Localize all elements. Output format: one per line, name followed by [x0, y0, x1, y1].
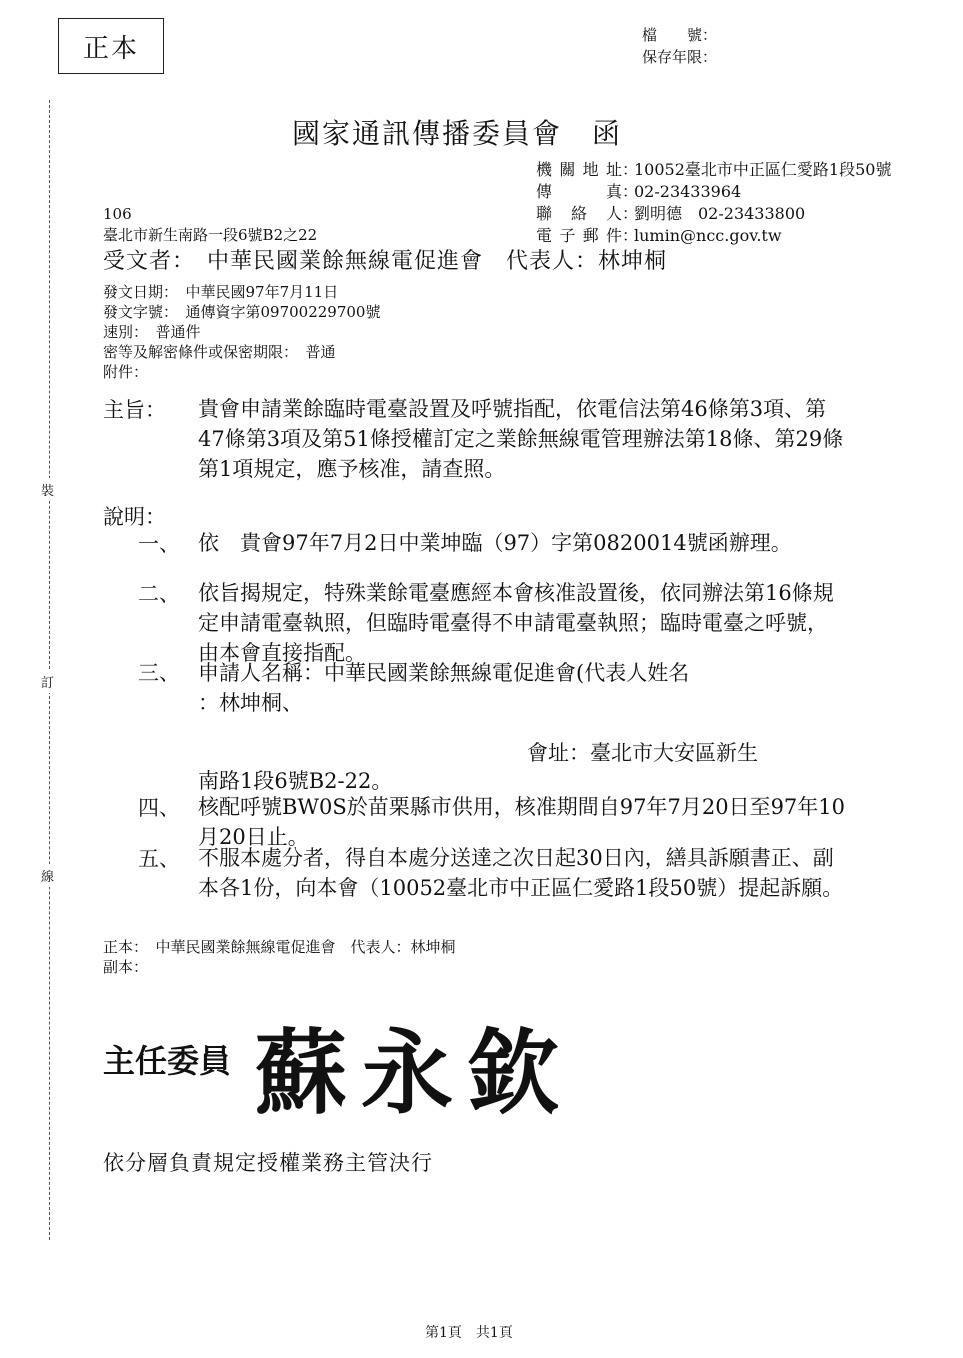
- agency-email-value: lumin@ncc.gov.tw: [634, 226, 782, 245]
- retention-period: 保存年限：: [642, 48, 718, 66]
- file-meta: [642, 24, 717, 68]
- agency-contact-block: [536, 159, 891, 247]
- subject-text: 貴會申請業餘臨時電臺設置及呼號指配，依電信法第46條第3項、第47條第3項及第51條授權訂定之業餘無線電管理辦法第18條、第29條第1項規定，應予核准，請查照。: [198, 397, 844, 481]
- agency-contact-row: [536, 203, 891, 225]
- document-title: 國家通訊傳播委員會 函: [292, 117, 623, 150]
- item-1-number: 一、: [138, 532, 180, 556]
- archive-number: 檔 號：: [642, 26, 718, 44]
- item-3-number: 三、: [138, 661, 180, 685]
- item-1-text: 依 貴會97年7月2日中業坤臨（97）字第0820014號函辦理。: [198, 531, 792, 555]
- item-3-line-3: 會址：臺北市大安區新生: [527, 741, 758, 765]
- dispatch-meta: [103, 282, 380, 382]
- item-3-line-1: 申請人名稱：中華民國業餘無線電促進會(代表人姓名: [198, 661, 690, 685]
- item-4-number: 四、: [138, 796, 180, 820]
- dispatch-number: 發文字號： 通傳資字第09700229700號: [103, 303, 381, 321]
- delivery-speed: 速別： 普通件: [103, 323, 201, 341]
- agency-fax-value: 02-23433964: [634, 182, 742, 201]
- separator: ：: [622, 204, 639, 223]
- recipient-line: 受文者： 中華民國業餘無線電促進會 代表人：林坤桐: [103, 249, 668, 274]
- copies-block: [103, 937, 456, 977]
- agency-address-row: [536, 159, 891, 181]
- item-2-text: 依旨揭規定，特殊業餘電臺應經本會核准設置後，依同辦法第16條規定申請電臺執照，但臨時電臺得不申請電臺執照；臨時電臺之呼號，由本會直接指配。: [198, 581, 834, 665]
- original-recipient: 正本： 中華民國業餘無線電促進會 代表人：林坤桐: [103, 938, 456, 956]
- agency-address-value: 10052臺北市中正區仁愛路1段50號: [634, 160, 892, 179]
- agency-email-key: 電子郵件: [536, 226, 622, 245]
- duplicate-recipient: 副本：: [103, 958, 149, 976]
- stamp-label: 正本: [82, 33, 139, 64]
- original-copy-stamp: [58, 18, 164, 74]
- binding-char-middle: 訂: [41, 670, 54, 693]
- recipient-postcode: 106: [103, 205, 132, 223]
- binding-char-bottom: 線: [41, 864, 54, 887]
- recipient-address: 臺北市新生南路一段6號B2之22: [103, 226, 318, 244]
- signatory-title: 主任委員: [103, 1042, 232, 1080]
- subject-label: 主旨：: [103, 398, 166, 422]
- delegation-note: 依分層負責規定授權業務主管決行: [103, 1151, 433, 1175]
- attachments: 附件：: [103, 363, 149, 381]
- item-5-text: 不服本處分者，得自本處分送達之次日起30日內，繕具訴願書正、副本各1份，向本會（10052臺北市中正區仁愛路1段50號）提起訴願。: [198, 846, 844, 900]
- signatory-name-seal: 蘇永欽: [255, 1019, 574, 1127]
- item-4-text: 核配呼號BW0S於苗栗縣市供用，核准期間自97年7月20日至97年10月20日止。: [198, 795, 846, 849]
- item-3-line-4: 南路1段6號B2-22。: [198, 769, 393, 793]
- item-2-number: 二、: [138, 582, 180, 606]
- explanation-label: 說明：: [103, 505, 166, 529]
- agency-fax-key: 傳 真: [536, 182, 622, 201]
- agency-fax-row: [536, 181, 891, 203]
- item-5-number: 五、: [138, 847, 180, 871]
- agency-contact-key: 聯絡人: [536, 204, 622, 223]
- page-number: 第1頁 共1頁: [425, 1325, 513, 1341]
- separator: ：: [622, 226, 639, 245]
- confidentiality: 密等及解密條件或保密期限： 普通: [103, 343, 336, 361]
- separator: ：: [622, 182, 639, 201]
- dispatch-date: 發文日期： 中華民國97年7月11日: [103, 283, 339, 301]
- separator: ：: [622, 160, 639, 179]
- item-3-line-2: ：林坤桐、: [198, 691, 303, 715]
- agency-address-key: 機關地址: [536, 160, 622, 179]
- agency-contact-value: 劉明德 02-23433800: [634, 204, 806, 223]
- binding-char-top: 裝: [41, 478, 54, 501]
